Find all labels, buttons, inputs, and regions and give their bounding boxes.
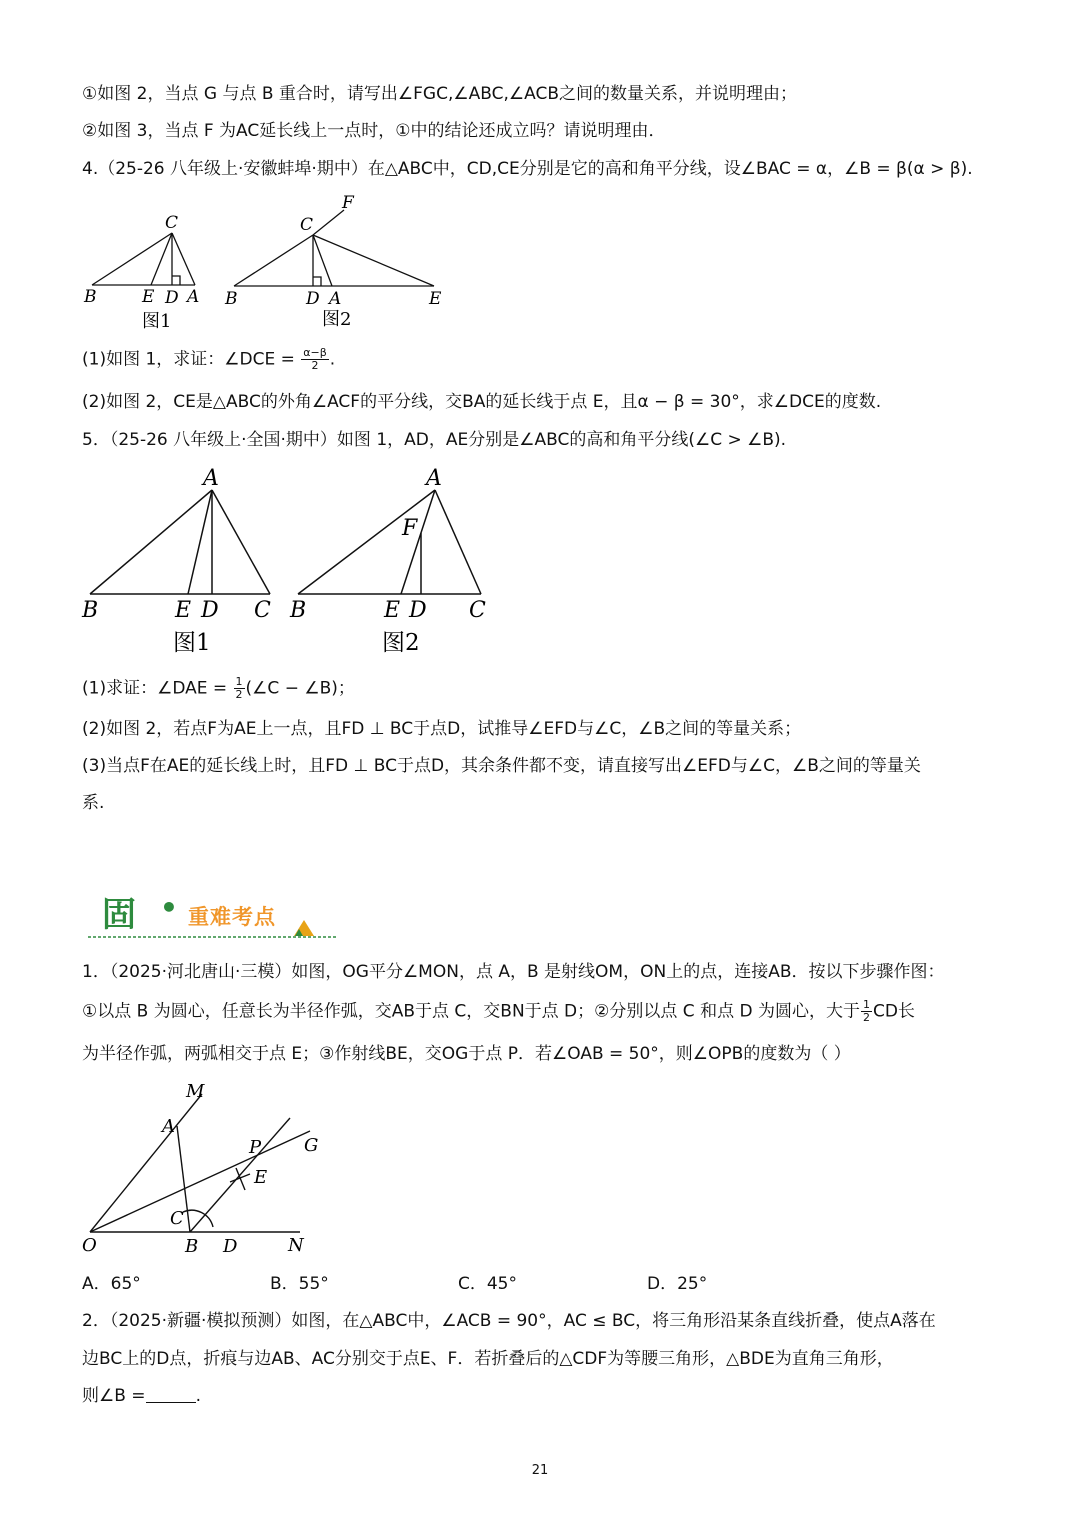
answer-blank[interactable]: [146, 1386, 196, 1403]
p5-f2-label-c: C: [469, 598, 486, 623]
section-banner: [88, 885, 338, 943]
p4-question-2: (2)如图 2，CE是△ABC的外角∠ACF的平分线，交BA的延长线于点 E，且α − β = 30°，求∠DCE的度数.: [82, 392, 882, 412]
q2-line-2: 边BC上的D点，折痕与边AB、AC分别交于点E、F．若折叠后的△CDF为等腰三角形，△BDE为直角三角形，: [82, 1349, 894, 1369]
p5-f2-label-f: F: [402, 516, 418, 541]
p4-f2-label-f: F: [342, 193, 354, 213]
q1-line-3: 为半径作弧，两弧相交于点 E；③作射线BE，交OG于点 P．若∠OAB = 50°，则∠OPB的度数为（ ）: [82, 1044, 851, 1064]
q1-label-m: M: [186, 1081, 205, 1102]
p5-figure-2: [286, 460, 491, 660]
p4-figure-2: [220, 190, 455, 335]
p4-f1-caption: 图1: [142, 311, 172, 332]
q2-line-3: 则∠B = .: [82, 1386, 201, 1406]
q1-label-a: A: [162, 1116, 175, 1137]
p4-f2-label-e: E: [429, 289, 442, 309]
p4-f2-label-c: C: [300, 215, 314, 235]
section-char: 固: [102, 895, 136, 935]
q1-line-1: 1．（2025·河北唐山·三模）如图，OG平分∠MON，点 A，B 是射线OM，ON上的点，连接AB．按以下步骤作图：: [82, 962, 945, 982]
p4-f2-caption: 图2: [322, 309, 352, 330]
q1-label-b: B: [185, 1236, 199, 1257]
p5-f2-caption: 图2: [382, 630, 420, 656]
q1-label-d: D: [223, 1236, 238, 1257]
p5-f2-label-d: D: [409, 598, 427, 623]
p4-figure-1: [80, 205, 215, 335]
q1-label-p: P: [249, 1137, 262, 1158]
p5-question-2: (2)如图 2，若点F为AE上一点，且FD ⊥ BC于点D，试推导∠EFD与∠C，∠B之间的等量关系；: [82, 719, 802, 739]
choice-c[interactable]: C．45°: [458, 1274, 518, 1294]
p4-f1-label-a: A: [187, 287, 200, 307]
choice-a[interactable]: A．65°: [82, 1274, 141, 1294]
p4-f1-label-c: C: [165, 213, 179, 233]
q1-label-c: C: [170, 1208, 184, 1229]
fraction: $\frac{1}{2}$: [862, 998, 870, 1024]
p4-f2-label-d: D: [306, 289, 320, 309]
section-underline: [88, 935, 338, 939]
p5-question-1: (1)求证：∠DAE = $\frac{1}{2}$ (∠C − ∠B)；: [82, 675, 355, 701]
page-number: 21: [531, 1463, 549, 1478]
q1-label-g: G: [304, 1135, 319, 1156]
q1-figure: [78, 1078, 338, 1260]
p5-header: 5．（25-26 八年级上·全国·期中）如图 1，AD，AE分别是∠ABC的高和角平分线(∠C > ∠B).: [82, 430, 787, 450]
p4-f1-label-d: D: [165, 288, 179, 308]
q1-label-e: E: [254, 1167, 268, 1188]
p5-f1-label-c: C: [254, 598, 271, 623]
section-dot: •: [160, 891, 178, 924]
p4-f2-label-b: B: [225, 289, 238, 309]
p5-f1-label-b: B: [82, 598, 99, 623]
q2-line-1: 2．（2025·新疆·模拟预测）如图，在△ABC中，∠ACB = 90°，AC ≤ BC，将三角形沿某条直线折叠，使点A落在: [82, 1311, 936, 1331]
p5-question-3-line-1: (3)当点F在AE的延长线上时，且FD ⊥ BC于点D，其余条件都不变，请直接写出∠EFD与∠C，∠B之间的等量关: [82, 756, 921, 776]
q1-label-o: O: [82, 1235, 97, 1256]
p5-f1-label-a: A: [203, 466, 219, 491]
fraction: $\frac{\alpha-\beta}{2}$: [303, 346, 327, 372]
p4-f1-label-b: B: [84, 287, 97, 307]
p3-line-1: ①如图 2，当点 G 与点 B 重合时，请写出∠FGC,∠ABC,∠ACB之间的数量关系，并说明理由；: [82, 84, 797, 104]
p4-f1-label-e: E: [142, 287, 155, 307]
p5-figure-1: [78, 460, 283, 660]
p3-line-2: ②如图 3，当点 F 为AC延长线上一点时，①中的结论还成立吗？请说明理由．: [82, 121, 666, 141]
q1-line-2: ①以点 B 为圆心，任意长为半径作弧，交AB于点 C，交BN于点 D；②分别以点 C 和点 D 为圆心，大于 $\frac{1}{2}$ CD长: [82, 998, 915, 1024]
p4-header: 4.（25-26 八年级上·安徽蚌埠·期中）在△ABC中，CD,CE分别是它的高和角平分线，设∠BAC = α，∠B = β(α > β).: [82, 159, 973, 179]
p5-f1-label-d: D: [201, 598, 219, 623]
p5-f2-label-a: A: [426, 466, 442, 491]
p5-f1-caption: 图1: [173, 630, 211, 656]
section-title: 重难考点: [188, 905, 276, 929]
p5-f2-label-e: E: [384, 598, 401, 623]
p5-f1-label-e: E: [175, 598, 192, 623]
p5-f2-label-b: B: [290, 598, 307, 623]
p4-f2-label-a: A: [329, 289, 342, 309]
choice-b[interactable]: B．55°: [270, 1274, 329, 1294]
fraction: $\frac{1}{2}$: [235, 675, 243, 701]
p4-question-1: (1)如图 1，求证：∠DCE = $\frac{\alpha-\beta}{2}$ .: [82, 346, 336, 372]
q1-label-n: N: [288, 1235, 304, 1256]
p5-question-3-line-2: 系.: [82, 793, 105, 813]
choice-d[interactable]: D．25°: [647, 1274, 708, 1294]
